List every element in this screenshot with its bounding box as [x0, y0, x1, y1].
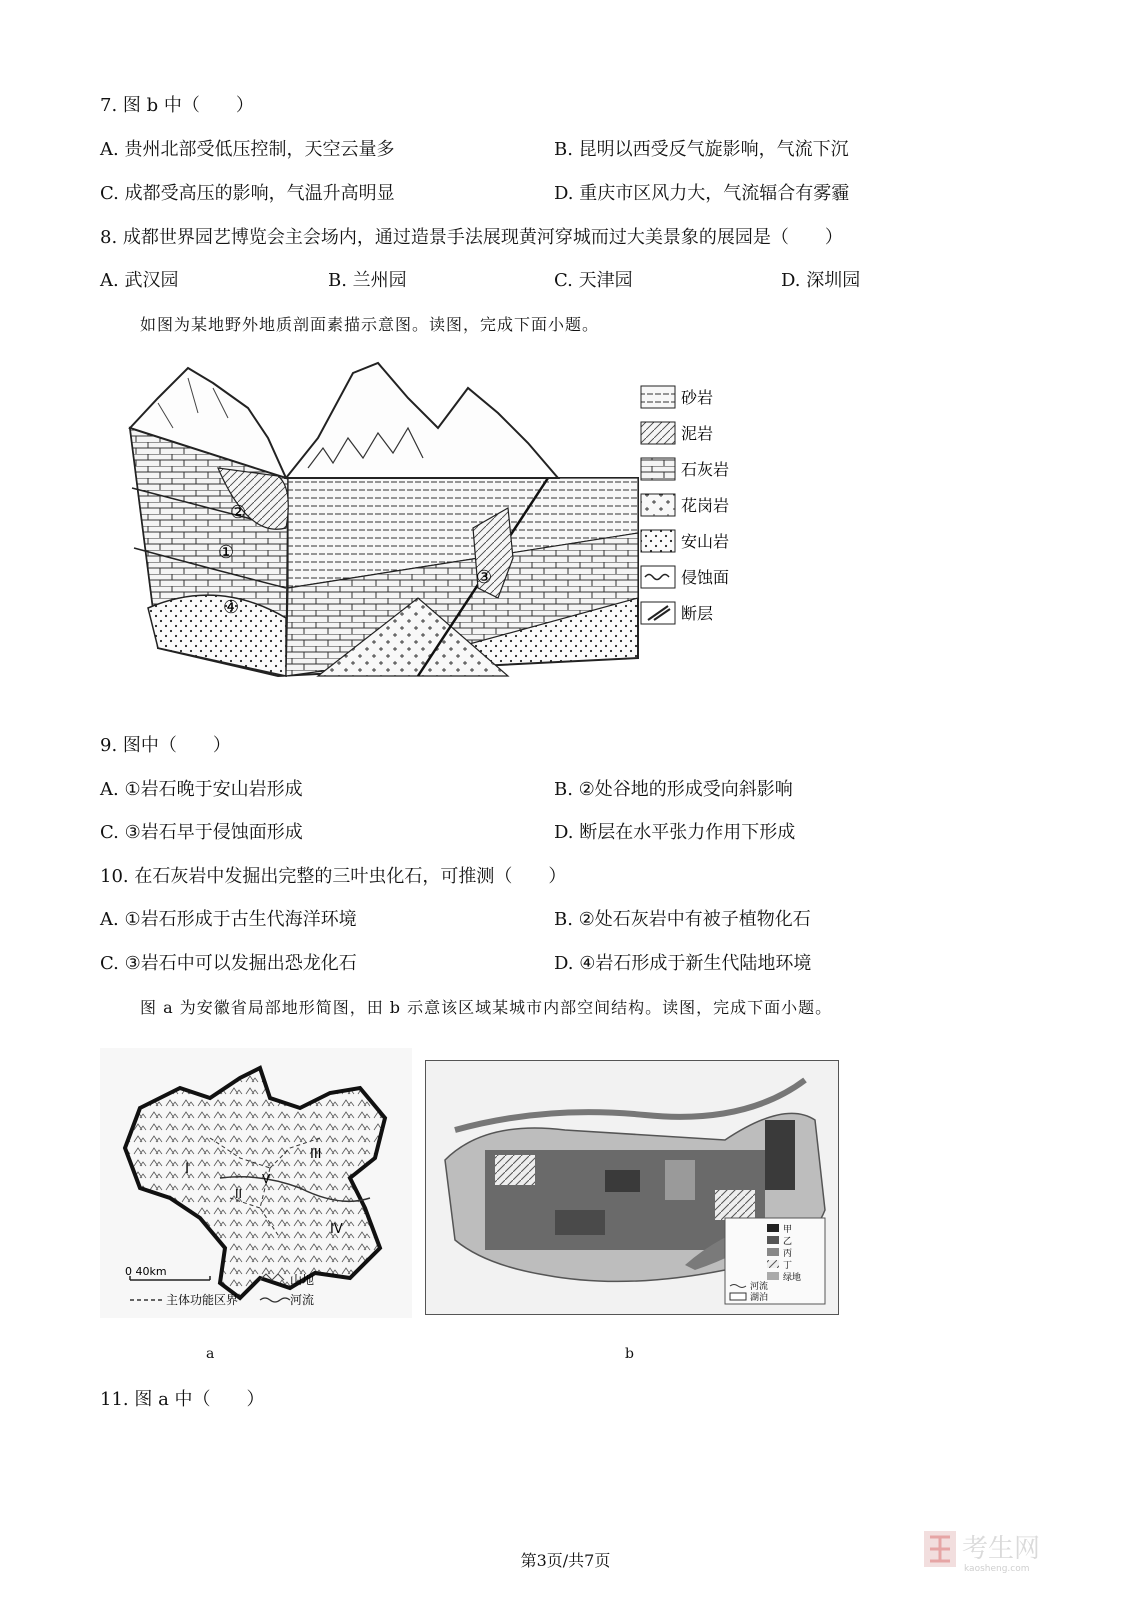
region-II: II	[235, 1187, 243, 1201]
marker-1: ①	[218, 542, 235, 563]
legend-zone-boundary: 主体功能区界	[166, 1293, 239, 1307]
legend-ding: 丁	[783, 1261, 793, 1271]
caption-b: b	[625, 1346, 634, 1362]
legend-river-b: 河流	[750, 1282, 769, 1292]
q10-option-c: C. ③岩石中可以发掘出恐龙化石	[100, 953, 357, 974]
scale-bar: 0 40km	[125, 1265, 167, 1278]
q10-option-d: D. ④岩石形成于新生代陆地环境	[554, 953, 812, 974]
q9-stem: 9. 图中（ ）	[100, 735, 231, 756]
geology-legend	[641, 386, 729, 624]
region-I: I	[185, 1161, 190, 1177]
q9-option-d: D. 断层在水平张力作用下形成	[554, 822, 796, 843]
q9-option-a: A. ①岩石晚于安山岩形成	[100, 779, 303, 800]
legend-sandstone: 砂岩	[681, 388, 714, 407]
q9-option-c: C. ③岩石早于侵蚀面形成	[100, 822, 303, 843]
legend-bing: 丙	[783, 1249, 793, 1259]
caption-a: a	[206, 1346, 215, 1362]
q7-option-a: A. 贵州北部受低压控制，天空云量多	[100, 139, 395, 160]
intro-anhui: 图 a 为安徽省局部地形简图，田 b 示意该区域某城市内部空间结构。读图，完成下面小题。	[140, 998, 833, 1017]
legend-yi: 乙	[783, 1237, 793, 1247]
legend-river: 河流	[290, 1293, 315, 1307]
q9-option-b: B. ②处谷地的形成受向斜影响	[554, 779, 793, 800]
watermark-logo	[920, 1525, 1100, 1575]
marker-2: ②	[230, 502, 247, 523]
q8-stem: 8. 成都世界园艺博览会主会场内，通过造景手法展现黄河穿城而过大美景象的展园是（ ）	[100, 227, 843, 248]
anhui-terrain-map-a	[100, 1048, 412, 1318]
marker-3: ③	[476, 567, 493, 588]
legend-green: 绿地	[783, 1273, 802, 1283]
q8-option-a: A. 武汉园	[100, 270, 179, 291]
region-III: III	[310, 1147, 322, 1162]
q8-option-d: D. 深圳园	[781, 270, 861, 291]
legend-erosion-surface: 侵蚀面	[681, 568, 730, 587]
q7-option-d: D. 重庆市区风力大，气流辐合有雾霾	[554, 183, 850, 204]
geology-cross-section-figure	[118, 358, 760, 710]
region-V: V	[262, 1172, 271, 1186]
q7-option-c: C. 成都受高压的影响，气温升高明显	[100, 183, 395, 204]
q8-option-b: B. 兰州园	[328, 270, 407, 291]
q7-option-b: B. 昆明以西受反气旋影响，气流下沉	[554, 139, 849, 160]
watermark-url: kaosheng.com	[964, 1564, 1030, 1574]
q7-stem: 7. 图 b 中（ ）	[100, 95, 254, 116]
marker-4: ④	[223, 597, 240, 618]
city-structure-map-b	[425, 1060, 839, 1315]
q11-stem: 11. 图 a 中（ ）	[100, 1389, 265, 1410]
q10-stem: 10. 在石灰岩中发掘出完整的三叶虫化石，可推测（ ）	[100, 866, 567, 887]
region-IV: IV	[330, 1222, 343, 1237]
legend-granite: 花岗岩	[681, 496, 730, 515]
legend-limestone: 石灰岩	[681, 460, 730, 479]
q10-option-b: B. ②处石灰岩中有被子植物化石	[554, 909, 811, 930]
legend-andesite: 安山岩	[681, 532, 730, 551]
watermark-brand: 考生网	[962, 1534, 1041, 1564]
legend-lake: 湖泊	[750, 1293, 769, 1303]
q10-option-a: A. ①岩石形成于古生代海洋环境	[100, 909, 357, 930]
legend-mudstone: 泥岩	[681, 424, 714, 443]
q8-option-c: C. 天津园	[554, 270, 633, 291]
page-number: 第3页/共7页	[520, 1551, 611, 1570]
intro-geology: 如图为某地野外地质剖面素描示意图。读图，完成下面小题。	[140, 315, 600, 334]
legend-jia: 甲	[783, 1225, 793, 1235]
legend-mountain: 山地	[290, 1273, 315, 1287]
legend-fault: 断层	[681, 604, 714, 623]
